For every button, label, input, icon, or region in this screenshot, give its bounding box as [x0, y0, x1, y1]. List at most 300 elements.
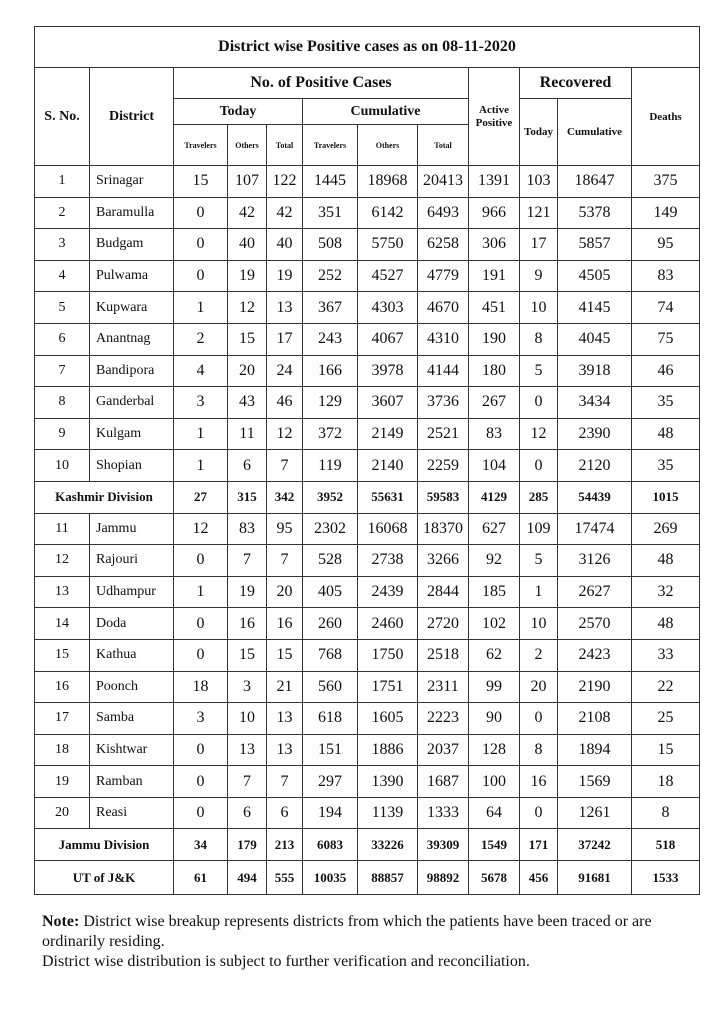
- table-cell: 121: [520, 197, 558, 229]
- table-row: [35, 355, 700, 387]
- serial-number: 13: [35, 576, 90, 608]
- division-name: UT of J&K: [35, 861, 174, 895]
- table-cell: 2738: [358, 545, 418, 577]
- table-row: [35, 797, 700, 829]
- table-cell: 191: [469, 260, 520, 292]
- table-cell: 7: [228, 766, 267, 798]
- table-cell: 2439: [358, 576, 418, 608]
- table-cell: 128: [469, 734, 520, 766]
- district-name: Ramban: [90, 766, 174, 798]
- table-cell: 1: [174, 450, 228, 482]
- table-cell: 46: [267, 387, 303, 419]
- table-cell: 2: [520, 639, 558, 671]
- table-row: [35, 608, 700, 640]
- table-cell: 48: [632, 418, 700, 450]
- header-cumulative: Cumulative: [303, 99, 469, 125]
- table-cell: 20: [228, 355, 267, 387]
- table-cell: 966: [469, 197, 520, 229]
- note: [42, 912, 702, 972]
- table-cell: 17: [520, 229, 558, 261]
- table-cell: 1391: [469, 166, 520, 198]
- table-cell: 2: [174, 323, 228, 355]
- serial-number: 8: [35, 387, 90, 419]
- district-name: Kulgam: [90, 418, 174, 450]
- serial-number: 15: [35, 639, 90, 671]
- district-name: Kathua: [90, 639, 174, 671]
- serial-number: 6: [35, 323, 90, 355]
- table-cell: 456: [520, 861, 558, 895]
- table-cell: 2190: [558, 671, 632, 703]
- table-row: [35, 323, 700, 355]
- table-cell: 1894: [558, 734, 632, 766]
- district-name: Pulwama: [90, 260, 174, 292]
- table-cell: 768: [303, 639, 358, 671]
- header-positive-cases: No. of Positive Cases: [174, 68, 469, 99]
- table-cell: 0: [174, 639, 228, 671]
- district-name: Baramulla: [90, 197, 174, 229]
- serial-number: 10: [35, 450, 90, 482]
- table-cell: 0: [174, 260, 228, 292]
- table-cell: 5678: [469, 861, 520, 895]
- table-cell: 13: [228, 734, 267, 766]
- table-cell: 2627: [558, 576, 632, 608]
- table-cell: 34: [174, 829, 228, 861]
- table-cell: 6142: [358, 197, 418, 229]
- table-cell: 75: [632, 323, 700, 355]
- division-total-row: [35, 481, 700, 513]
- table-cell: 3126: [558, 545, 632, 577]
- table-cell: 18370: [418, 513, 469, 545]
- table-cell: 8: [632, 797, 700, 829]
- district-name: Poonch: [90, 671, 174, 703]
- table-cell: 15: [228, 639, 267, 671]
- table-cell: 122: [267, 166, 303, 198]
- table-cell: 6083: [303, 829, 358, 861]
- table-cell: 0: [174, 197, 228, 229]
- table-title: District wise Positive cases as on 08-11-2020: [35, 27, 700, 68]
- serial-number: 3: [35, 229, 90, 261]
- header-deaths: Deaths: [632, 68, 700, 166]
- table-cell: 88857: [358, 861, 418, 895]
- table-cell: 4067: [358, 323, 418, 355]
- table-cell: 6: [267, 797, 303, 829]
- district-name: Srinagar: [90, 166, 174, 198]
- table-cell: 2521: [418, 418, 469, 450]
- table-cell: 555: [267, 861, 303, 895]
- table-cell: 4303: [358, 292, 418, 324]
- table-row: [35, 166, 700, 198]
- serial-number: 18: [35, 734, 90, 766]
- division-name: Jammu Division: [35, 829, 174, 861]
- table-row: [35, 450, 700, 482]
- table-cell: 16: [520, 766, 558, 798]
- table-cell: 351: [303, 197, 358, 229]
- table-cell: 372: [303, 418, 358, 450]
- district-name: Jammu: [90, 513, 174, 545]
- table-cell: 43: [228, 387, 267, 419]
- header-cumulative-travelers: Travelers: [303, 125, 358, 166]
- table-row: [35, 260, 700, 292]
- table-cell: 3266: [418, 545, 469, 577]
- table-cell: 2311: [418, 671, 469, 703]
- table-cell: 6: [228, 450, 267, 482]
- table-cell: 4129: [469, 481, 520, 513]
- table-cell: 4779: [418, 260, 469, 292]
- header-today-others: Others: [228, 125, 267, 166]
- table-cell: 1569: [558, 766, 632, 798]
- table-cell: 83: [228, 513, 267, 545]
- header-sno: S. No.: [35, 68, 90, 166]
- table-cell: 12: [174, 513, 228, 545]
- table-cell: 306: [469, 229, 520, 261]
- serial-number: 2: [35, 197, 90, 229]
- district-name: Shopian: [90, 450, 174, 482]
- table-cell: 62: [469, 639, 520, 671]
- header-cumulative-total: Total: [418, 125, 469, 166]
- table-cell: 451: [469, 292, 520, 324]
- table-cell: 5750: [358, 229, 418, 261]
- table-cell: 6493: [418, 197, 469, 229]
- serial-number: 12: [35, 545, 90, 577]
- table-cell: 42: [267, 197, 303, 229]
- table-cell: 0: [174, 545, 228, 577]
- table-cell: 2570: [558, 608, 632, 640]
- table-cell: 20: [267, 576, 303, 608]
- table-cell: 9: [520, 260, 558, 292]
- district-name: Udhampur: [90, 576, 174, 608]
- table-cell: 12: [520, 418, 558, 450]
- serial-number: 5: [35, 292, 90, 324]
- table-cell: 3736: [418, 387, 469, 419]
- table-cell: 39309: [418, 829, 469, 861]
- table-cell: 13: [267, 292, 303, 324]
- table-cell: 99: [469, 671, 520, 703]
- table-cell: 24: [267, 355, 303, 387]
- table-cell: 16: [267, 608, 303, 640]
- table-row: [35, 229, 700, 261]
- table-cell: 1: [174, 292, 228, 324]
- table-row: [35, 545, 700, 577]
- table-cell: 405: [303, 576, 358, 608]
- table-cell: 1: [174, 576, 228, 608]
- table-cell: 20413: [418, 166, 469, 198]
- table-cell: 2120: [558, 450, 632, 482]
- table-cell: 149: [632, 197, 700, 229]
- table-cell: 3952: [303, 481, 358, 513]
- table-cell: 10: [520, 608, 558, 640]
- table-cell: 0: [174, 608, 228, 640]
- table-row: [35, 639, 700, 671]
- table-cell: 3: [174, 703, 228, 735]
- district-name: Kishtwar: [90, 734, 174, 766]
- table-cell: 260: [303, 608, 358, 640]
- table-cell: 17: [267, 323, 303, 355]
- table-cell: 269: [632, 513, 700, 545]
- table-cell: 19: [267, 260, 303, 292]
- division-name: Kashmir Division: [35, 481, 174, 513]
- table-cell: 6258: [418, 229, 469, 261]
- table-cell: 4144: [418, 355, 469, 387]
- table-cell: 3: [174, 387, 228, 419]
- table-cell: 518: [632, 829, 700, 861]
- table-cell: 12: [267, 418, 303, 450]
- table-cell: 315: [228, 481, 267, 513]
- table-cell: 252: [303, 260, 358, 292]
- header-recovered: Recovered: [520, 68, 632, 99]
- table-cell: 11: [228, 418, 267, 450]
- table-cell: 1605: [358, 703, 418, 735]
- table-cell: 2460: [358, 608, 418, 640]
- table-cell: 618: [303, 703, 358, 735]
- table-cell: 2423: [558, 639, 632, 671]
- table-cell: 15: [228, 323, 267, 355]
- table-cell: 4670: [418, 292, 469, 324]
- table-cell: 95: [267, 513, 303, 545]
- table-cell: 0: [174, 797, 228, 829]
- division-total-row: [35, 829, 700, 861]
- table-cell: 46: [632, 355, 700, 387]
- table-cell: 190: [469, 323, 520, 355]
- table-cell: 104: [469, 450, 520, 482]
- table-cell: 8: [520, 323, 558, 355]
- serial-number: 16: [35, 671, 90, 703]
- table-cell: 90: [469, 703, 520, 735]
- table-cell: 22: [632, 671, 700, 703]
- table-cell: 0: [174, 229, 228, 261]
- table-cell: 1139: [358, 797, 418, 829]
- table-cell: 15: [632, 734, 700, 766]
- table-cell: 166: [303, 355, 358, 387]
- table-cell: 19: [228, 576, 267, 608]
- table-cell: 18968: [358, 166, 418, 198]
- table-cell: 16: [228, 608, 267, 640]
- header-today: Today: [174, 99, 303, 125]
- table-cell: 1687: [418, 766, 469, 798]
- table-cell: 59583: [418, 481, 469, 513]
- table-cell: 37242: [558, 829, 632, 861]
- table-cell: 95: [632, 229, 700, 261]
- table-cell: 64: [469, 797, 520, 829]
- table-cell: 27: [174, 481, 228, 513]
- table-cell: 7: [267, 450, 303, 482]
- table-row: [35, 766, 700, 798]
- district-name: Samba: [90, 703, 174, 735]
- table-cell: 367: [303, 292, 358, 324]
- district-name: Rajouri: [90, 545, 174, 577]
- table-cell: 1: [520, 576, 558, 608]
- table-cell: 7: [267, 545, 303, 577]
- table-cell: 1015: [632, 481, 700, 513]
- table-cell: 5: [520, 545, 558, 577]
- cases-table: [34, 26, 700, 895]
- district-name: Kupwara: [90, 292, 174, 324]
- table-row: [35, 292, 700, 324]
- table-cell: 48: [632, 608, 700, 640]
- district-name: Anantnag: [90, 323, 174, 355]
- table-cell: 129: [303, 387, 358, 419]
- table-cell: 285: [520, 481, 558, 513]
- header-today-total: Total: [267, 125, 303, 166]
- table-cell: 8: [520, 734, 558, 766]
- table-row: [35, 418, 700, 450]
- table-cell: 107: [228, 166, 267, 198]
- table-cell: 2108: [558, 703, 632, 735]
- table-cell: 243: [303, 323, 358, 355]
- serial-number: 4: [35, 260, 90, 292]
- table-cell: 55631: [358, 481, 418, 513]
- table-cell: 375: [632, 166, 700, 198]
- table-row: [35, 734, 700, 766]
- table-cell: 627: [469, 513, 520, 545]
- table-cell: 1390: [358, 766, 418, 798]
- table-cell: 2259: [418, 450, 469, 482]
- table-row: [35, 513, 700, 545]
- table-cell: 3607: [358, 387, 418, 419]
- table-cell: 0: [174, 766, 228, 798]
- table-cell: 48: [632, 545, 700, 577]
- table-cell: 1549: [469, 829, 520, 861]
- table-cell: 179: [228, 829, 267, 861]
- table-cell: 10035: [303, 861, 358, 895]
- table-cell: 7: [228, 545, 267, 577]
- table-cell: 2140: [358, 450, 418, 482]
- table-cell: 297: [303, 766, 358, 798]
- table-cell: 98892: [418, 861, 469, 895]
- table-cell: 4310: [418, 323, 469, 355]
- table-cell: 35: [632, 387, 700, 419]
- table-row: [35, 197, 700, 229]
- table-cell: 2223: [418, 703, 469, 735]
- header-recovered-today: Today: [520, 99, 558, 166]
- table-cell: 7: [267, 766, 303, 798]
- note-line-2: District wise distribution is subject to further verification and reconciliation.: [42, 953, 530, 970]
- table-cell: 35: [632, 450, 700, 482]
- table-cell: 32: [632, 576, 700, 608]
- table-cell: 3918: [558, 355, 632, 387]
- table-cell: 18647: [558, 166, 632, 198]
- table-cell: 342: [267, 481, 303, 513]
- table-cell: 0: [520, 387, 558, 419]
- table-cell: 1750: [358, 639, 418, 671]
- table-cell: 15: [267, 639, 303, 671]
- serial-number: 19: [35, 766, 90, 798]
- table-cell: 2149: [358, 418, 418, 450]
- table-cell: 119: [303, 450, 358, 482]
- table-cell: 61: [174, 861, 228, 895]
- table-cell: 560: [303, 671, 358, 703]
- header-active-positive: Active Positive: [469, 68, 520, 166]
- ut-total-row: [35, 861, 700, 895]
- serial-number: 1: [35, 166, 90, 198]
- table-cell: 83: [469, 418, 520, 450]
- table-cell: 2720: [418, 608, 469, 640]
- table-cell: 508: [303, 229, 358, 261]
- table-row: [35, 387, 700, 419]
- table-cell: 4: [174, 355, 228, 387]
- table-cell: 528: [303, 545, 358, 577]
- table-cell: 2390: [558, 418, 632, 450]
- table-cell: 185: [469, 576, 520, 608]
- table-cell: 20: [520, 671, 558, 703]
- table-cell: 18: [174, 671, 228, 703]
- table-cell: 0: [174, 734, 228, 766]
- table-cell: 17474: [558, 513, 632, 545]
- table-cell: 92: [469, 545, 520, 577]
- serial-number: 14: [35, 608, 90, 640]
- note-label: Note:: [42, 913, 80, 930]
- table-row: [35, 576, 700, 608]
- table-cell: 12: [228, 292, 267, 324]
- table-cell: 6: [228, 797, 267, 829]
- note-line-1: [42, 912, 702, 952]
- table-cell: 13: [267, 703, 303, 735]
- table-cell: 5: [520, 355, 558, 387]
- table-row: [35, 671, 700, 703]
- table-cell: 21: [267, 671, 303, 703]
- table-cell: 267: [469, 387, 520, 419]
- table-cell: 42: [228, 197, 267, 229]
- table-cell: 5857: [558, 229, 632, 261]
- header-recovered-cumulative: Cumulative: [558, 99, 632, 166]
- table-cell: 3: [228, 671, 267, 703]
- district-name: Budgam: [90, 229, 174, 261]
- table-cell: 0: [520, 450, 558, 482]
- table-cell: 4145: [558, 292, 632, 324]
- table-body: [35, 166, 700, 895]
- table-cell: 213: [267, 829, 303, 861]
- table-cell: 10: [228, 703, 267, 735]
- table-cell: 16068: [358, 513, 418, 545]
- table-cell: 19: [228, 260, 267, 292]
- table-cell: 33: [632, 639, 700, 671]
- note-text-1: District wise breakup represents districts from which the patients have been traced or are ordinarily residing.: [42, 913, 652, 950]
- table-cell: 1445: [303, 166, 358, 198]
- table-row: [35, 703, 700, 735]
- table-cell: 1333: [418, 797, 469, 829]
- table-cell: 2037: [418, 734, 469, 766]
- table-cell: 1261: [558, 797, 632, 829]
- district-name: Ganderbal: [90, 387, 174, 419]
- table-cell: 2518: [418, 639, 469, 671]
- table-cell: 4527: [358, 260, 418, 292]
- table-cell: 109: [520, 513, 558, 545]
- table-cell: 2302: [303, 513, 358, 545]
- header-cumulative-others: Others: [358, 125, 418, 166]
- header-district: District: [90, 68, 174, 166]
- table-cell: 10: [520, 292, 558, 324]
- table-cell: 25: [632, 703, 700, 735]
- table-cell: 2844: [418, 576, 469, 608]
- table-cell: 0: [520, 797, 558, 829]
- serial-number: 11: [35, 513, 90, 545]
- table-cell: 15: [174, 166, 228, 198]
- table-cell: 74: [632, 292, 700, 324]
- table-cell: 3978: [358, 355, 418, 387]
- table-cell: 102: [469, 608, 520, 640]
- serial-number: 7: [35, 355, 90, 387]
- table-cell: 40: [228, 229, 267, 261]
- table-cell: 1886: [358, 734, 418, 766]
- table-cell: 54439: [558, 481, 632, 513]
- table-cell: 194: [303, 797, 358, 829]
- table-cell: 103: [520, 166, 558, 198]
- table-cell: 100: [469, 766, 520, 798]
- table-cell: 33226: [358, 829, 418, 861]
- table-cell: 13: [267, 734, 303, 766]
- table-cell: 91681: [558, 861, 632, 895]
- table-cell: 151: [303, 734, 358, 766]
- table-cell: 171: [520, 829, 558, 861]
